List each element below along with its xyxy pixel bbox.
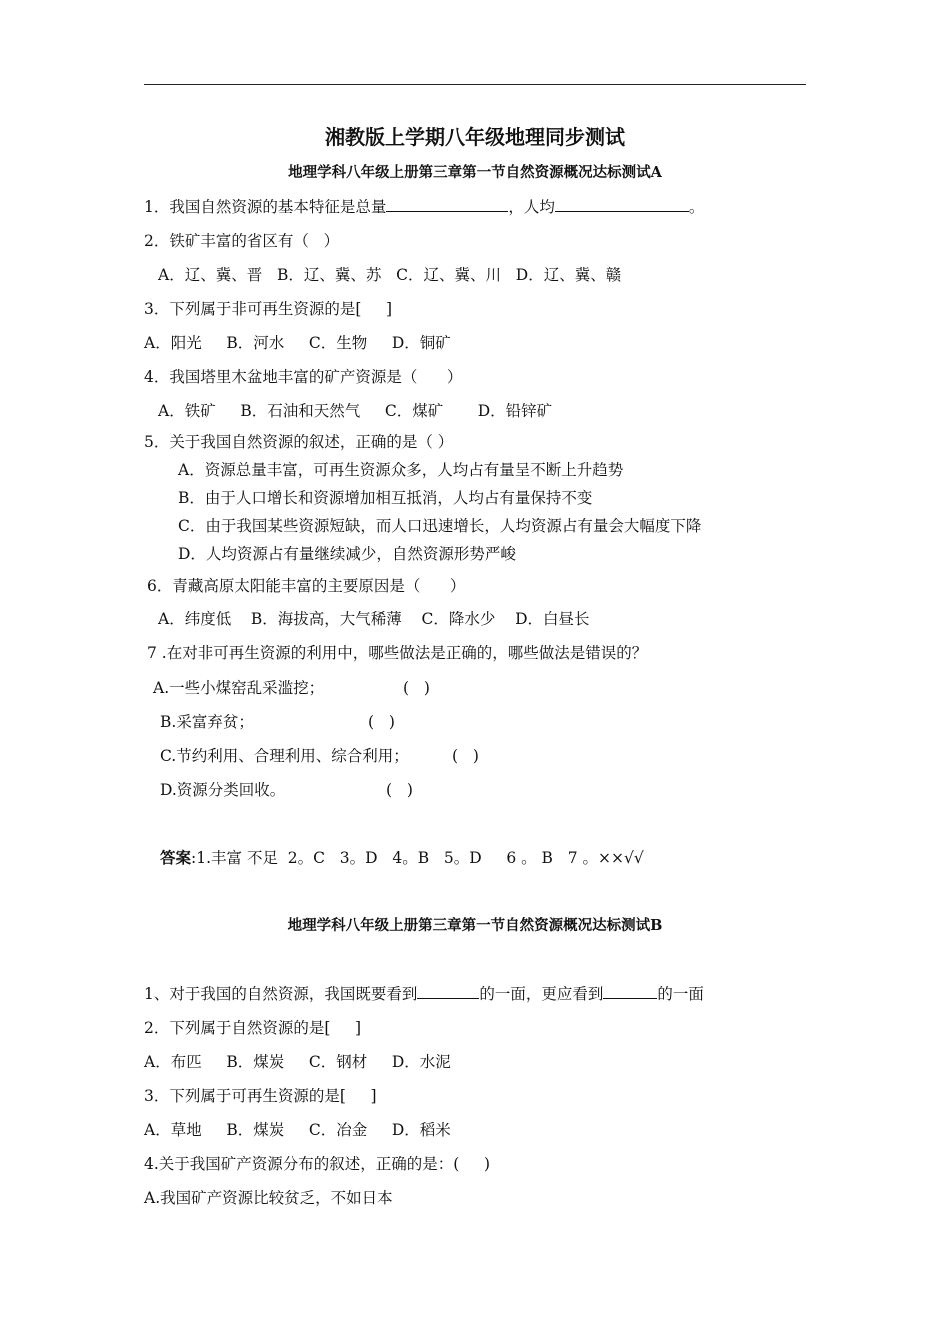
a-q1-part3: 。	[688, 198, 705, 216]
b-question-4-option-a: A.我国矿产资源比较贫乏，不如日本	[144, 1189, 393, 1207]
a-question-4-options: A．铁矿 B．石油和天然气 C．煤矿 D．铅锌矿	[158, 402, 553, 420]
b-question-2: 2．下列属于自然资源的是[ ]	[144, 1019, 362, 1037]
a-q1-part1: 1．我国自然资源的基本特征是总量	[144, 198, 387, 216]
a-question-5-option-c: C．由于我国某些资源短缺，而人口迅速增长，人均资源占有量会大幅度下降	[178, 517, 702, 535]
a-question-1	[144, 197, 704, 217]
a-question-7-paren-a: ( )	[403, 679, 430, 697]
a-question-3-options: A．阳光 B．河水 C．生物 D．铜矿	[144, 334, 451, 352]
a-question-7-paren-b: ( )	[368, 713, 395, 731]
a-question-4: 4．我国塔里木盆地丰富的矿产资源是（ ）	[144, 368, 463, 386]
test-a-subtitle: 地理学科八年级上册第三章第一节自然资源概况达标测试A	[288, 164, 662, 181]
a-question-5-option-a: A．资源总量丰富，可再生资源众多，人均占有量呈不断上升趋势	[178, 461, 624, 479]
a-question-5-option-b: B．由于人口增长和资源增加相互抵消，人均占有量保持不变	[178, 489, 593, 507]
a-question-7-item-d: D.资源分类回收。	[160, 781, 286, 799]
b-question-2-options: A．布匹 B．煤炭 C．钢材 D．水泥	[144, 1053, 451, 1071]
a-question-7-paren-c: ( )	[452, 747, 479, 765]
page-title: 湘教版上学期八年级地理同步测试	[325, 125, 625, 149]
test-b-subtitle: 地理学科八年级上册第三章第一节自然资源概况达标测试B	[287, 917, 663, 934]
a-question-3: 3．下列属于非可再生资源的是[ ]	[144, 300, 393, 318]
b-q1-blank-2	[603, 984, 657, 999]
a-question-7-paren-d: ( )	[386, 781, 413, 799]
a-question-6-options: A．纬度低 B．海拔高，大气稀薄 C．降水少 D．白昼长	[158, 610, 590, 628]
answer-label: 答案	[160, 848, 192, 867]
header-rule	[144, 84, 806, 85]
answer-text: :1.丰富 不足 2。C 3。D 4。B 5。D 6 。 B 7 。××√√	[191, 849, 644, 867]
b-question-1	[144, 984, 704, 1004]
a-question-2-options: A．辽、冀、晋 B．辽、冀、苏 C．辽、冀、川 D．辽、冀、赣	[158, 266, 622, 284]
a-q1-blank-2	[555, 197, 689, 212]
a-answer-line	[160, 848, 644, 868]
a-question-7-item-a: A.一些小煤窑乱采滥挖；	[153, 679, 325, 697]
b-q1-part3: 的一面	[657, 985, 704, 1003]
b-question-3: 3．下列属于可再生资源的是[ ]	[144, 1087, 377, 1105]
a-question-7-item-c: C.节约利用、合理利用、综合利用；	[160, 747, 409, 765]
a-q1-part2: ，人均	[508, 198, 555, 216]
a-question-5-option-d: D．人均资源占有量继续减少，自然资源形势严峻	[178, 545, 516, 563]
a-question-7: 7 .在对非可再生资源的利用中，哪些做法是正确的，哪些做法是错误的？	[147, 644, 648, 662]
a-question-5: 5．关于我国自然资源的叙述，正确的是（ ）	[144, 433, 454, 451]
b-q1-blank-1	[417, 984, 479, 999]
a-q1-blank-1	[386, 197, 508, 212]
b-question-4: 4.关于我国矿产资源分布的叙述，正确的是：( )	[144, 1155, 491, 1173]
b-question-3-options: A．草地 B．煤炭 C．冶金 D．稻米	[144, 1121, 451, 1139]
a-question-6: 6．青藏高原太阳能丰富的主要原因是（ ）	[147, 577, 466, 595]
a-question-2: 2．铁矿丰富的省区有（ ）	[144, 232, 340, 250]
a-question-7-item-b: B.采富弃贫；	[160, 713, 254, 731]
b-q1-part1: 1、对于我国的自然资源，我国既要看到	[144, 985, 418, 1003]
b-q1-part2: 的一面，更应看到	[479, 985, 604, 1003]
